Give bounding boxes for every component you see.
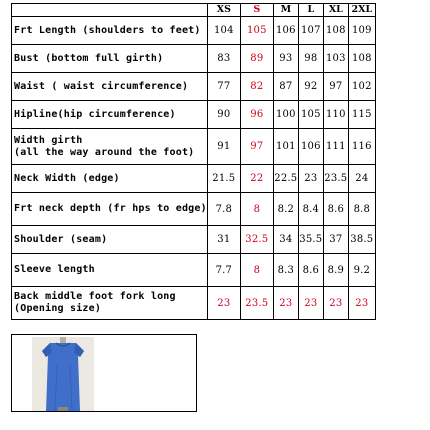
measurement-label xyxy=(12,17,208,45)
measurement-value-m: 8.2 xyxy=(273,193,298,226)
measurement-row xyxy=(12,193,376,226)
measurement-value-m: 87 xyxy=(273,73,298,101)
measurement-value-xs: 90 xyxy=(207,101,240,129)
measurement-value-xs: 7.8 xyxy=(207,193,240,226)
measurement-value-2xl: 9.2 xyxy=(348,254,375,287)
measurement-value-xl: 8.6 xyxy=(323,193,348,226)
measurement-value-s: 8 xyxy=(240,254,273,287)
measurement-label-line: Frt neck depth (fr hps to edge) xyxy=(14,203,207,214)
measurement-label xyxy=(12,254,208,287)
measurement-value-xs: 31 xyxy=(207,226,240,254)
measurement-value-xs: 7.7 xyxy=(207,254,240,287)
size-header-l: L xyxy=(298,4,323,17)
measurement-value-xl: 23 xyxy=(323,287,348,320)
measurement-value-xl: 110 xyxy=(323,101,348,129)
measurement-label-line: Back middle foot fork long xyxy=(14,291,176,302)
measurement-value-s: 97 xyxy=(240,129,273,165)
measurement-row xyxy=(12,129,376,165)
measurement-value-2xl: 116 xyxy=(348,129,375,165)
measurement-value-l: 8.4 xyxy=(298,193,323,226)
measurement-rows xyxy=(12,17,376,320)
measurement-value-xl: 108 xyxy=(323,17,348,45)
measurement-label xyxy=(12,226,208,254)
measurement-value-m: 106 xyxy=(273,17,298,45)
measurement-value-2xl: 24 xyxy=(348,165,375,193)
measurement-row xyxy=(12,73,376,101)
measurement-label xyxy=(12,129,208,165)
measurement-value-xs: 77 xyxy=(207,73,240,101)
measurement-value-m: 8.3 xyxy=(273,254,298,287)
measurement-value-2xl: 8.8 xyxy=(348,193,375,226)
size-header-xs: XS xyxy=(207,4,240,17)
measurement-label xyxy=(12,45,208,73)
measurement-value-l: 8.6 xyxy=(298,254,323,287)
measurement-value-l: 23 xyxy=(298,165,323,193)
measurement-label xyxy=(12,193,208,226)
measurement-value-s: 22 xyxy=(240,165,273,193)
measurement-value-xl: 8.9 xyxy=(323,254,348,287)
measurement-value-s: 105 xyxy=(240,17,273,45)
measurement-value-s: 8 xyxy=(240,193,273,226)
measurement-value-l: 23 xyxy=(298,287,323,320)
measurement-value-m: 100 xyxy=(273,101,298,129)
measurement-value-2xl: 115 xyxy=(348,101,375,129)
measurement-label-line: Neck Width (edge) xyxy=(14,172,120,184)
measurement-value-l: 106 xyxy=(298,129,323,165)
measurement-value-2xl: 108 xyxy=(348,45,375,73)
measurement-value-l: 105 xyxy=(298,101,323,129)
measurement-value-xl: 37 xyxy=(323,226,348,254)
measurement-label xyxy=(12,73,208,101)
measurement-value-2xl: 23 xyxy=(348,287,375,320)
measurement-value-s: 32.5 xyxy=(240,226,273,254)
size-header-s: S xyxy=(240,4,273,17)
measurement-row xyxy=(12,254,376,287)
measurement-value-2xl: 102 xyxy=(348,73,375,101)
size-header-row xyxy=(12,4,376,17)
measurement-value-2xl: 109 xyxy=(348,17,375,45)
measurement-row xyxy=(12,226,376,254)
measurement-value-s: 23.5 xyxy=(240,287,273,320)
measurement-value-l: 92 xyxy=(298,73,323,101)
measurement-value-xl: 97 xyxy=(323,73,348,101)
measurement-label-line: Width girth xyxy=(14,134,83,146)
measurement-value-xl: 23.5 xyxy=(323,165,348,193)
size-header-m: M xyxy=(273,4,298,17)
measurement-label-line: (all the way around the foot) xyxy=(14,146,195,158)
measurement-row xyxy=(12,287,376,320)
measurement-label xyxy=(12,101,208,129)
measurement-value-xs: 23 xyxy=(207,287,240,320)
measurement-value-xs: 21.5 xyxy=(207,165,240,193)
measurement-label xyxy=(12,287,208,320)
measurement-value-s: 89 xyxy=(240,45,273,73)
size-header-xl: XL xyxy=(323,4,348,17)
measurement-row xyxy=(12,45,376,73)
measurement-label-line: Hipline(hip circumference) xyxy=(14,108,176,120)
dress-photo-icon xyxy=(12,335,197,412)
size-chart-table xyxy=(11,3,376,320)
measurement-label-line: Bust (bottom full girth) xyxy=(14,52,164,64)
measurement-value-m: 23 xyxy=(273,287,298,320)
measurement-value-m: 101 xyxy=(273,129,298,165)
measurement-value-xs: 83 xyxy=(207,45,240,73)
measurement-value-l: 98 xyxy=(298,45,323,73)
measurement-value-xl: 111 xyxy=(323,129,348,165)
measurement-row xyxy=(12,165,376,193)
header-empty-cell xyxy=(12,4,208,17)
measurement-value-l: 107 xyxy=(298,17,323,45)
measurement-value-l: 35.5 xyxy=(298,226,323,254)
measurement-value-xs: 104 xyxy=(207,17,240,45)
measurement-value-s: 82 xyxy=(240,73,273,101)
measurement-value-s: 96 xyxy=(240,101,273,129)
measurement-label-line: Waist ( waist circumference) xyxy=(14,80,189,92)
measurement-row xyxy=(12,17,376,45)
measurement-value-xl: 103 xyxy=(323,45,348,73)
measurement-label-line: (Opening size) xyxy=(14,303,102,314)
measurement-label xyxy=(12,165,208,193)
measurement-label-line: Sleeve length xyxy=(14,264,95,275)
measurement-row xyxy=(12,101,376,129)
size-header-2xl: 2XL xyxy=(348,4,375,17)
measurement-value-xs: 91 xyxy=(207,129,240,165)
product-photo-frame xyxy=(11,334,197,412)
measurement-label-line: Frt Length (shoulders to feet) xyxy=(14,24,201,36)
measurement-value-m: 93 xyxy=(273,45,298,73)
measurement-label-line: Shoulder (seam) xyxy=(14,233,108,245)
measurement-value-2xl: 38.5 xyxy=(348,226,375,254)
measurement-value-m: 22.5 xyxy=(273,165,298,193)
measurement-value-m: 34 xyxy=(273,226,298,254)
